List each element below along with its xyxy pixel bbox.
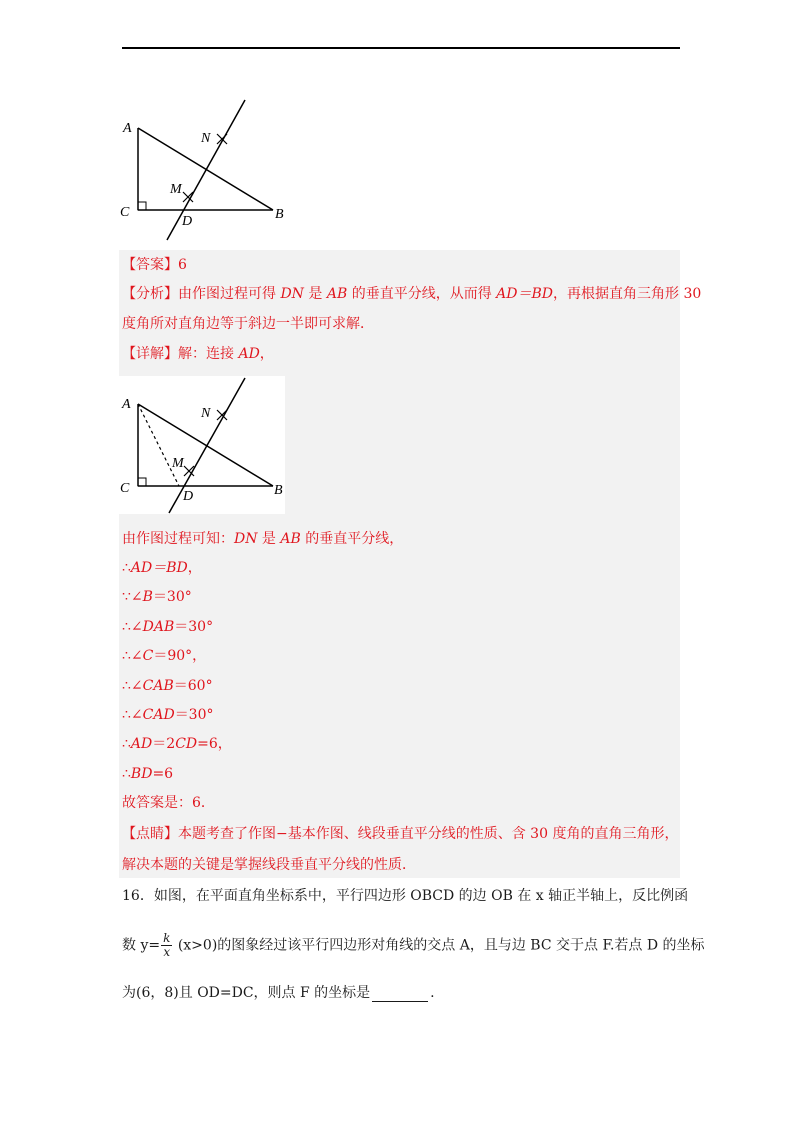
step-text: ＝30° bbox=[152, 589, 192, 605]
question-16-line-1: 16．如图，在平面直角坐标系中，平行四边形 OBCD 的边 OB 在 x 轴正半轴上，反比例函 bbox=[122, 888, 689, 904]
answer-line bbox=[122, 256, 187, 274]
step-text: ＝2 bbox=[152, 736, 176, 752]
final-answer: 故答案是：6． bbox=[122, 795, 215, 811]
step-5 bbox=[122, 647, 206, 665]
detail-text: 解：连接 bbox=[178, 346, 239, 362]
fraction-denominator: x bbox=[163, 945, 171, 959]
analysis-tag: 【分析】 bbox=[122, 286, 178, 302]
label-n: N bbox=[201, 406, 211, 421]
step-text: ∴∠ bbox=[122, 619, 143, 635]
label-c: C bbox=[120, 205, 130, 220]
header-rule bbox=[122, 47, 680, 49]
perpendicular-bisector-line bbox=[167, 100, 245, 240]
analysis-text: 的垂直平分线，从而得 bbox=[347, 286, 497, 302]
analysis-text: ，再根据直角三角形 30 bbox=[553, 286, 702, 302]
label-n: N bbox=[201, 131, 211, 146]
step-math: BD bbox=[130, 766, 153, 782]
answer-value: 6 bbox=[178, 257, 187, 273]
step-8 bbox=[122, 735, 232, 753]
step-math: CAD bbox=[142, 707, 175, 723]
label-b: B bbox=[274, 483, 283, 498]
analysis-line-1 bbox=[122, 285, 701, 303]
step-text: ∴ bbox=[122, 766, 131, 782]
analysis-text: 由作图过程可得 bbox=[178, 286, 281, 302]
figure-2 bbox=[119, 376, 285, 514]
step-text: ＝60° bbox=[173, 678, 213, 694]
step-1 bbox=[122, 530, 403, 548]
analysis-math: AD＝BD bbox=[496, 286, 554, 302]
step-text: ∴∠ bbox=[122, 648, 143, 664]
comment-text: 本题考查了作图−基本作图、线段垂直平分线的性质、含 30 度角的直角三角形， bbox=[178, 826, 679, 842]
answer-blank[interactable] bbox=[372, 987, 428, 1002]
step-text: =6， bbox=[197, 736, 232, 752]
analysis-math: DN bbox=[280, 286, 304, 302]
step-text: ＝30° bbox=[174, 619, 214, 635]
step-text: 由作图过程可知： bbox=[122, 531, 234, 547]
label-m: M bbox=[170, 182, 182, 197]
detail-line bbox=[122, 345, 274, 363]
step-4 bbox=[122, 618, 213, 636]
step-text: ∴ bbox=[122, 560, 131, 576]
step-text: ∴ bbox=[122, 736, 131, 752]
step-math: CAB bbox=[142, 678, 174, 694]
analysis-line-2: 度角所对直角边等于斜边一半即可求解． bbox=[122, 316, 374, 332]
fraction-k-over-x bbox=[161, 932, 172, 959]
step-math: AD＝BD bbox=[130, 560, 188, 576]
analysis-text: 是 bbox=[303, 286, 327, 302]
comment-line-1 bbox=[122, 825, 678, 843]
question-16-line-2 bbox=[122, 932, 705, 959]
question-16-line-3 bbox=[122, 984, 435, 1002]
step-math: DAB bbox=[142, 619, 175, 635]
detail-math: AD bbox=[238, 346, 260, 362]
step-math: AB bbox=[280, 531, 301, 547]
right-angle-mark bbox=[138, 202, 146, 210]
question-text: 数 y= bbox=[122, 937, 161, 954]
label-c: C bbox=[120, 481, 130, 496]
step-text: =6 bbox=[152, 766, 174, 782]
step-7 bbox=[122, 706, 214, 724]
step-3 bbox=[122, 588, 192, 606]
step-text: ＝30° bbox=[174, 707, 214, 723]
label-b: B bbox=[275, 207, 284, 222]
analysis-math: AB bbox=[326, 286, 348, 302]
step-text: ， bbox=[187, 560, 202, 576]
step-text: ∵∠ bbox=[122, 589, 143, 605]
step-6 bbox=[122, 677, 213, 695]
label-a: A bbox=[122, 397, 131, 412]
step-text: 是 bbox=[257, 531, 281, 547]
step-math: CD bbox=[175, 736, 198, 752]
step-math: C bbox=[142, 648, 154, 664]
figure-1 bbox=[115, 95, 295, 245]
step-text: 的垂直平分线， bbox=[300, 531, 404, 547]
step-2 bbox=[122, 559, 202, 577]
step-text: ∴∠ bbox=[122, 707, 143, 723]
comment-line-2: 解决本题的关键是掌握线段垂直平分线的性质． bbox=[122, 857, 416, 873]
detail-text: ， bbox=[259, 346, 274, 362]
label-d: D bbox=[183, 489, 194, 504]
step-text: ∴∠ bbox=[122, 678, 143, 694]
answer-tag: 【答案】 bbox=[122, 257, 178, 273]
step-9 bbox=[122, 765, 173, 783]
step-text: ＝90°， bbox=[153, 648, 207, 664]
comment-tag: 【点睛】 bbox=[122, 826, 178, 842]
question-text: (x>0)的图象经过该平行四边形对角线的交点 A，且与边 BC 交于点 F.若点 D 的坐标 bbox=[173, 937, 705, 954]
label-m: M bbox=[172, 456, 184, 471]
fraction-numerator: k bbox=[163, 931, 171, 945]
label-a: A bbox=[123, 121, 132, 136]
step-math: AD bbox=[130, 736, 153, 752]
question-text: . bbox=[430, 985, 435, 1001]
label-d: D bbox=[182, 214, 193, 229]
step-math: DN bbox=[234, 531, 258, 547]
question-text: 为(6，8)且 OD=DC，则点 F 的坐标是 bbox=[122, 985, 371, 1001]
detail-tag: 【详解】 bbox=[122, 346, 178, 362]
step-math: B bbox=[142, 589, 153, 605]
